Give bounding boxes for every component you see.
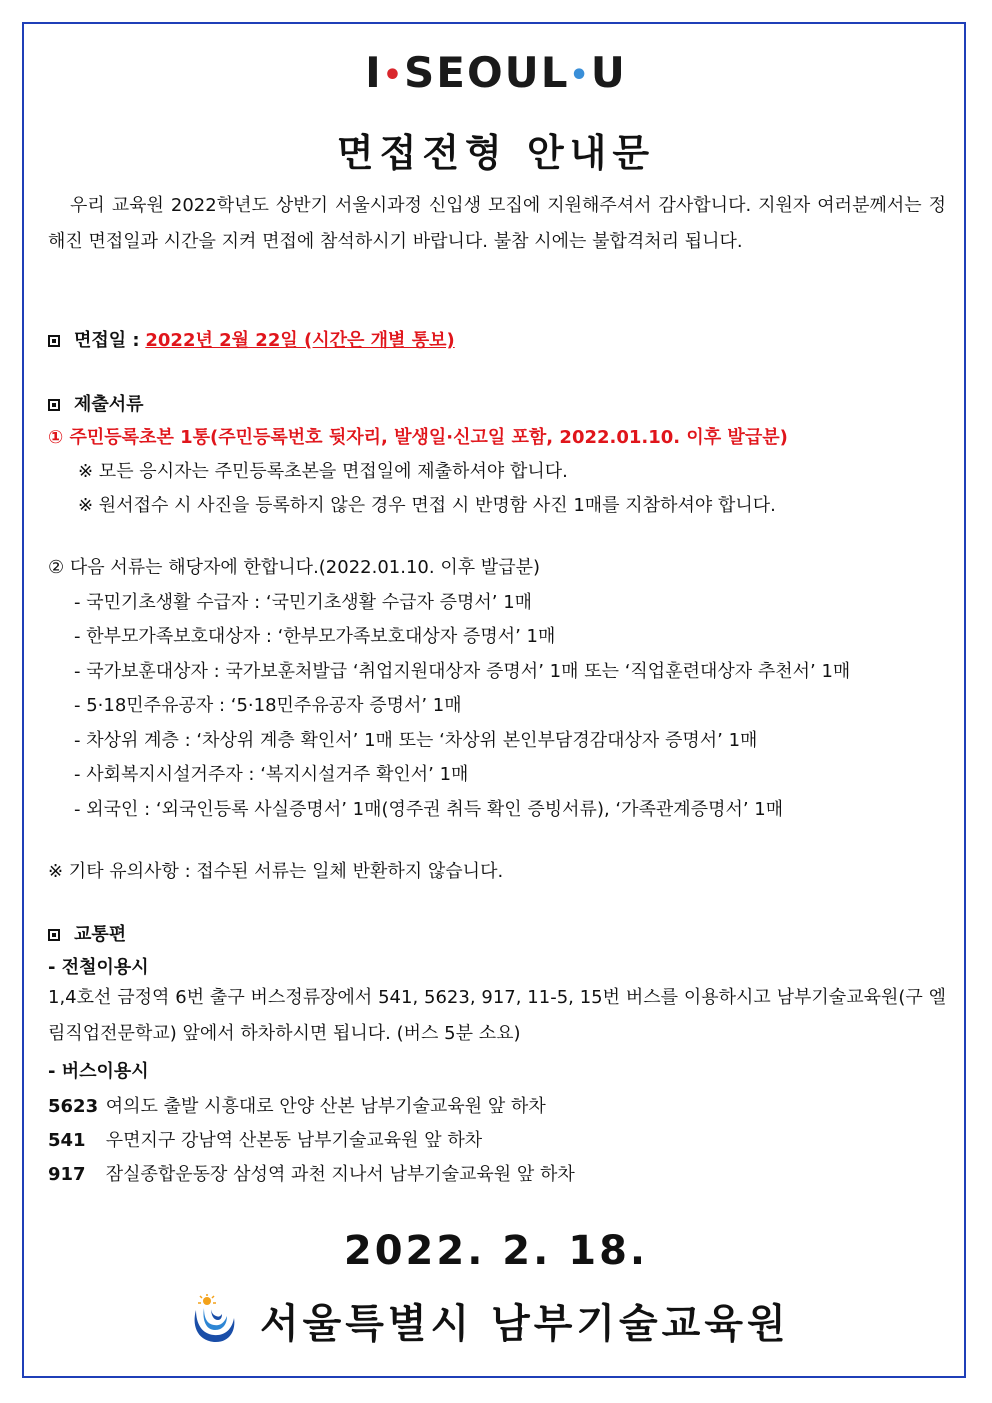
documents-heading xyxy=(48,390,144,416)
interview-date-line xyxy=(48,326,455,352)
square-bullet-icon xyxy=(48,335,60,347)
documents-item-1: ① 주민등록초본 1통(주민등록번호 뒷자리, 발생일·신고일 포함, 2022.01.10. 이후 발급분) xyxy=(48,427,788,448)
interview-label: 면접일 : xyxy=(74,330,140,351)
logo-red-dot: • xyxy=(382,58,404,93)
logo-blue-dot: • xyxy=(569,58,591,93)
organization-footer xyxy=(190,1290,790,1350)
logo-part-1: I xyxy=(365,48,383,97)
bus-route: 우면지구 강남역 산본동 남부기술교육원 앞 하차 xyxy=(105,1130,483,1151)
documents-list-item: - 사회복지시설거주자 : ‘복지시설거주 확인서’ 1매 xyxy=(74,764,469,785)
document-date: 2022. 2. 18. xyxy=(343,1228,649,1274)
bus-route-row xyxy=(48,1126,482,1152)
i-seoul-u-logo xyxy=(0,48,992,97)
organization-emblem-icon xyxy=(190,1294,238,1346)
bus-number: 541 xyxy=(48,1130,86,1151)
documents-list-item: - 외국인 : ‘외국인등록 사실증명서’ 1매(영주권 취득 확인 증빙서류), ‘가족관계증명서’ 1매 xyxy=(74,799,784,820)
intro-paragraph xyxy=(48,188,946,260)
page-title: 면접전형 안내문 xyxy=(336,131,656,175)
documents-list-item: - 한부모가족보호대상자 : ‘한부모가족보호대상자 증명서’ 1매 xyxy=(74,626,556,647)
bus-number: 5623 xyxy=(48,1096,99,1117)
transport-heading-text: 교통편 xyxy=(74,924,127,945)
documents-item-2: ② 다음 서류는 해당자에 한합니다.(2022.01.10. 이후 발급분) xyxy=(48,557,540,578)
interview-date: 2022년 2월 22일 (시간은 개별 통보) xyxy=(145,330,455,351)
logo-part-3: U xyxy=(590,48,627,97)
documents-heading-text: 제출서류 xyxy=(74,394,144,415)
subway-label: - 전철이용시 xyxy=(48,957,149,978)
intro-text: 우리 교육원 2022학년도 상반기 서울시과정 신입생 모집에 지원해주셔서 감사합니다. 지원자 여러분께서는 정해진 면접일과 시간을 지켜 면접에 참석하시기 바랍니다. 불참 시에는 불합격처리 됩니다. xyxy=(48,195,946,252)
bus-route-row xyxy=(48,1092,546,1118)
etc-notice: ※ 기타 유의사항 : 접수된 서류는 일체 반환하지 않습니다. xyxy=(48,861,504,882)
bus-route: 잠실종합운동장 삼성역 과천 지나서 남부기술교육원 앞 하차 xyxy=(105,1164,575,1185)
documents-list-item: - 차상위 계층 : ‘차상위 계층 확인서’ 1매 또는 ‘차상위 본인부담경감대상자 증명서’ 1매 xyxy=(74,730,758,751)
documents-note-1: ※ 모든 응시자는 주민등록초본을 면접일에 제출하셔야 합니다. xyxy=(78,461,568,482)
bus-route-row xyxy=(48,1160,575,1186)
square-bullet-icon xyxy=(48,399,60,411)
documents-list-item: - 5·18민주유공자 : ‘5·18민주유공자 증명서’ 1매 xyxy=(74,695,462,716)
bus-route: 여의도 출발 시흥대로 안양 산본 남부기술교육원 앞 하차 xyxy=(105,1096,546,1117)
documents-note-2: ※ 원서접수 시 사진을 등록하지 않은 경우 면접 시 반명함 사진 1매를 지참하셔야 합니다. xyxy=(78,495,776,516)
bus-number: 917 xyxy=(48,1164,86,1185)
documents-list-item: - 국민기초생활 수급자 : ‘국민기초생활 수급자 증명서’ 1매 xyxy=(74,592,533,613)
logo-part-2: SEOUL xyxy=(404,48,570,97)
square-bullet-icon xyxy=(48,929,60,941)
documents-list-item: - 국가보훈대상자 : 국가보훈처발급 ‘취업지원대상자 증명서’ 1매 또는 ‘직업훈련대상자 추천서’ 1매 xyxy=(74,661,851,682)
organization-name: 서울특별시 남부기술교육원 xyxy=(260,1300,790,1347)
bus-label: - 버스이용시 xyxy=(48,1061,149,1082)
subway-text: 1,4호선 금정역 6번 출구 버스정류장에서 541, 5623, 917, 11-5, 15번 버스를 이용하시고 남부기술교육원(구 엘림직업전문학교) 앞에서 하차하시면 됩니다. (버스 5분 소요) xyxy=(48,987,946,1044)
transport-heading xyxy=(48,920,126,946)
